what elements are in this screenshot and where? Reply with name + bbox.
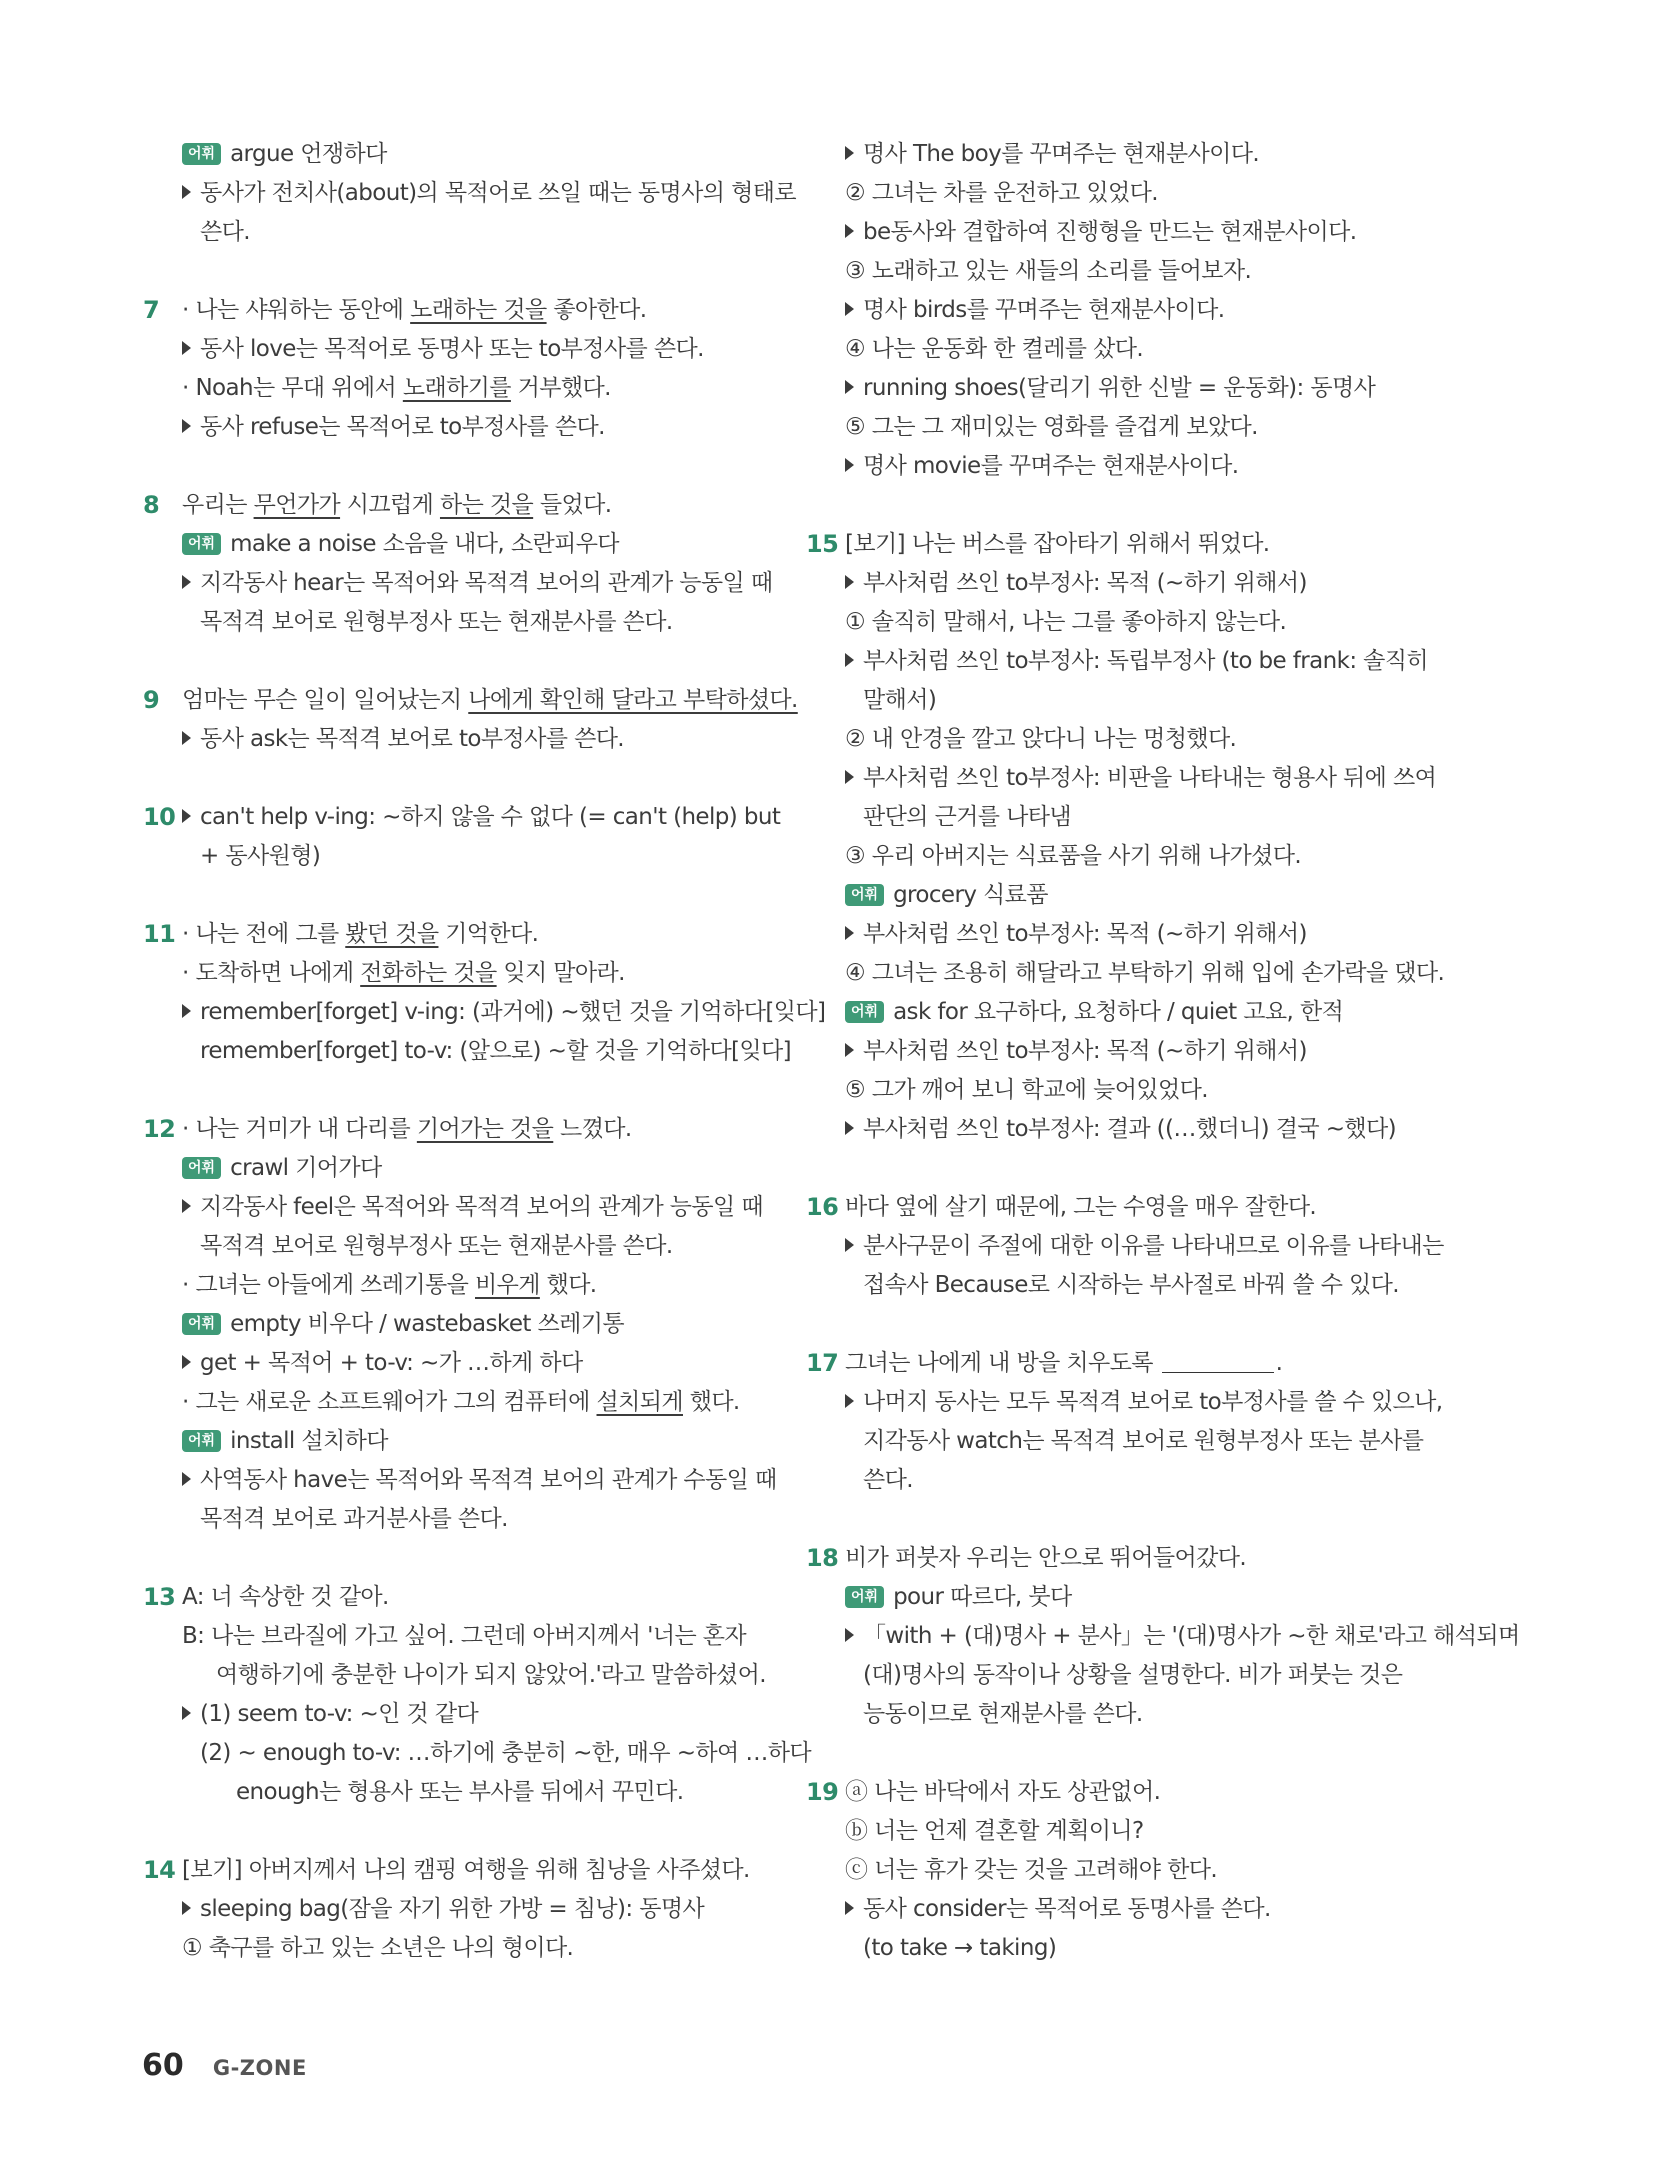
vocab-line: 어휘 ask for 요구하다, 요청하다 / quiet 고요, 한적 [843,993,1503,1032]
option-line: ③ 우리 아버지는 식료품을 사기 위해 나가셨다. [845,843,1302,869]
question-number: 19 [806,1778,839,1806]
explanation-line: 부사처럼 쓰인 to부정사: 결과 ((…했더니) 결국 ~했다) [843,1110,1503,1149]
triangle-bullet-icon [845,380,854,394]
question-number: 12 [143,1115,176,1143]
left-column [143,135,840,1968]
triangle-bullet-icon [182,731,191,745]
sentence-line: · Noah는 무대 위에서 노래하기를 거부했다. [182,375,611,401]
explanation-line: 목적격 보어로 과거분사를 쓴다. [200,1506,508,1532]
triangle-bullet-icon [845,1238,854,1252]
explanation-line: 부사처럼 쓰인 to부정사: 목적 (~하기 위해서) [843,915,1503,954]
right-column [806,135,1520,1968]
option-line: ③ 노래하고 있는 새들의 소리를 들어보자. [845,258,1252,284]
triangle-bullet-icon [845,1121,854,1135]
triangle-bullet-icon [182,1706,191,1720]
explanation-line: 목적격 보어로 원형부정사 또는 현재분사를 쓴다. [200,609,673,635]
explanation-line: 쓴다. [200,219,250,245]
explanation-line: 동사 consider는 목적어로 동명사를 쓴다. [843,1890,1503,1929]
option-line: ② 그녀는 차를 운전하고 있었다. [845,180,1158,206]
triangle-bullet-icon [182,1355,191,1369]
dialogue-line: B: 나는 브라질에 가고 싶어. 그런데 아버지께서 '너는 혼자 [182,1623,747,1649]
triangle-bullet-icon [182,809,191,823]
dialogue-line: 여행하기에 충분한 나이가 되지 않았어.'라고 말씀하셨어. [216,1662,766,1688]
triangle-bullet-icon [845,458,854,472]
question-number: 9 [143,686,160,714]
question-number: 16 [806,1193,839,1221]
answer-blank [1162,1344,1274,1373]
vocab-line: 어휘 grocery 식료품 [843,876,1503,915]
explanation-line: sleeping bag(잠을 자기 위한 가방 = 침낭): 동명사 [180,1890,840,1929]
question-8: 8 우리는 무언가가 시끄럽게 하는 것을 들었다. [180,486,840,525]
vocab-badge: 어휘 [182,143,221,165]
option-line: ⓒ 너는 휴가 갖는 것을 고려해야 한다. [845,1857,1218,1883]
sentence-line: · 그녀는 아들에게 쓰레기통을 비우게 했다. [182,1272,597,1298]
question-13: 13 A: 너 속상한 것 같아. [180,1578,840,1617]
book-name: G-ZONE [212,2056,307,2080]
vocab-line: 어휘 argue 언쟁하다 [180,135,840,174]
explanation-line: (1) seem to-v: ~인 것 같다 [180,1695,840,1734]
triangle-bullet-icon [845,770,854,784]
vocab-badge: 어휘 [845,1586,884,1608]
option-line: ④ 나는 운동화 한 켤레를 샀다. [845,336,1144,362]
explanation-line: 동사 refuse는 목적어로 to부정사를 쓴다. [180,408,840,447]
triangle-bullet-icon [845,302,854,316]
explanation-line: 부사처럼 쓰인 to부정사: 목적 (~하기 위해서) [843,564,1503,603]
explanation-line: 부사처럼 쓰인 to부정사: 독립부정사 (to be frank: 솔직히 [843,642,1503,681]
explanation-line: 동사가 전치사(about)의 목적어로 쓰일 때는 동명사의 형태로 [180,174,840,213]
question-10: 10 can't help v-ing: ~하지 않을 수 없다 (= can't (help) but [180,798,840,837]
triangle-bullet-icon [845,224,854,238]
explanation-line: (대)명사의 동작이나 상황을 설명한다. 비가 퍼붓는 것은 [863,1662,1403,1688]
vocab-line: 어휘 pour 따르다, 붓다 [843,1578,1503,1617]
question-number: 7 [143,296,160,324]
triangle-bullet-icon [182,1472,191,1486]
explanation-line: 사역동사 have는 목적어와 목적격 보어의 관계가 수동일 때 [180,1461,840,1500]
question-15: 15 [보기] 나는 버스를 잡아타기 위해서 뛰었다. [843,525,1503,564]
triangle-bullet-icon [182,185,191,199]
explanation-line: 접속사 Because로 시작하는 부사절로 바꿔 쓸 수 있다. [863,1272,1399,1298]
explanation-line: (to take → taking) [863,1935,1057,1961]
vocab-badge: 어휘 [182,1313,221,1335]
explanation-line: 나머지 동사는 모두 목적격 보어로 to부정사를 쓸 수 있으나, [843,1383,1503,1422]
vocab-badge: 어휘 [182,1430,221,1452]
vocab-line: 어휘 install 설치하다 [180,1422,840,1461]
option-line: ⑤ 그는 그 재미있는 영화를 즐겁게 보았다. [845,414,1258,440]
triangle-bullet-icon [182,1901,191,1915]
explanation-line: 부사처럼 쓰인 to부정사: 목적 (~하기 위해서) [843,1032,1503,1071]
question-number: 18 [806,1544,839,1572]
triangle-bullet-icon [182,1199,191,1213]
explanation-line: 능동이므로 현재분사를 쓴다. [863,1701,1143,1727]
question-11: 11 · 나는 전에 그를 봤던 것을 기억한다. [180,915,840,954]
question-7: 7 · 나는 샤워하는 동안에 노래하는 것을 좋아한다. [180,291,840,330]
page-footer [142,2048,307,2083]
triangle-bullet-icon [182,1004,191,1018]
explanation-line: (2) ~ enough to-v: …하기에 충분히 ~한, 매우 ~하여 …하다 [200,1740,811,1766]
triangle-bullet-icon [182,341,191,355]
explanation-line: 지각동사 hear는 목적어와 목적격 보어의 관계가 능동일 때 [180,564,840,603]
triangle-bullet-icon [182,419,191,433]
explanation-line: 쓴다. [863,1467,913,1493]
option-line: ⑤ 그가 깨어 보니 학교에 늦어있었다. [845,1077,1208,1103]
question-number: 14 [143,1856,176,1884]
question-number: 8 [143,491,160,519]
question-number: 10 [143,803,176,831]
page-number: 60 [142,2048,184,2083]
question-9: 9 엄마는 무슨 일이 일어났는지 나에게 확인해 달라고 부탁하셨다. [180,681,840,720]
explanation-line: 목적격 보어로 원형부정사 또는 현재분사를 쓴다. [200,1233,673,1259]
option-line: ② 내 안경을 깔고 앉다니 나는 멍청했다. [845,726,1237,752]
vocab-badge: 어휘 [845,884,884,906]
vocab-badge: 어휘 [182,1157,221,1179]
explanation-line: 명사 The boy를 꾸며주는 현재분사이다. [843,135,1503,174]
explanation-line: 지각동사 feel은 목적어와 목적격 보어의 관계가 능동일 때 [180,1188,840,1227]
option-line: ⓑ 너는 언제 결혼할 계획이니? [845,1818,1144,1844]
explanation-line: remember[forget] to-v: (앞으로) ~할 것을 기억하다[잊다] [200,1038,792,1064]
explanation-line: 지각동사 watch는 목적격 보어로 원형부정사 또는 분사를 [863,1428,1424,1454]
question-18: 18 비가 퍼붓자 우리는 안으로 뛰어들어갔다. [843,1539,1503,1578]
question-number: 13 [143,1583,176,1611]
triangle-bullet-icon [845,575,854,589]
option-line: ④ 그녀는 조용히 해달라고 부탁하기 위해 입에 손가락을 댔다. [845,960,1445,986]
explanation-line: 명사 birds를 꾸며주는 현재분사이다. [843,291,1503,330]
explanation-line: be동사와 결합하여 진행형을 만드는 현재분사이다. [843,213,1503,252]
triangle-bullet-icon [845,1628,854,1642]
question-14: 14 [보기] 아버지께서 나의 캠핑 여행을 위해 침낭을 사주셨다. [180,1851,840,1890]
question-17: 17 그녀는 나에게 내 방을 치우도록 . [843,1344,1503,1383]
question-19: 19 ⓐ 나는 바닥에서 자도 상관없어. [843,1773,1503,1812]
explanation-line: remember[forget] v-ing: (과거에) ~했던 것을 기억하다[잊다] [180,993,840,1032]
explanation-line: enough는 형용사 또는 부사를 뒤에서 꾸민다. [236,1779,684,1805]
sentence-line: · 그는 새로운 소프트웨어가 그의 컴퓨터에 설치되게 했다. [182,1389,740,1415]
explanation-line: + 동사원형) [200,843,321,869]
explanation-line: 말해서) [863,687,937,713]
explanation-line: running shoes(달리기 위한 신발 = 운동화): 동명사 [843,369,1503,408]
triangle-bullet-icon [845,146,854,160]
explanation-line: get + 목적어 + to-v: ~가 …하게 하다 [180,1344,840,1383]
sentence-line: · 도착하면 나에게 전화하는 것을 잊지 말아라. [182,960,625,986]
question-number: 17 [806,1349,839,1377]
vocab-badge: 어휘 [182,533,221,555]
vocab-line: 어휘 empty 비우다 / wastebasket 쓰레기통 [180,1305,840,1344]
triangle-bullet-icon [182,575,191,589]
option-line: ① 솔직히 말해서, 나는 그를 좋아하지 않는다. [845,609,1287,635]
explanation-line: 명사 movie를 꾸며주는 현재분사이다. [843,447,1503,486]
triangle-bullet-icon [845,926,854,940]
option-line: ① 축구를 하고 있는 소년은 나의 형이다. [182,1935,574,1961]
vocab-badge: 어휘 [845,1001,884,1023]
question-16: 16 바다 옆에 살기 때문에, 그는 수영을 매우 잘한다. [843,1188,1503,1227]
triangle-bullet-icon [845,653,854,667]
explanation-line: 동사 love는 목적어로 동명사 또는 to부정사를 쓴다. [180,330,840,369]
vocab-line: 어휘 crawl 기어가다 [180,1149,840,1188]
question-number: 11 [143,920,176,948]
explanation-line: 판단의 근거를 나타냄 [863,804,1071,830]
triangle-bullet-icon [845,1901,854,1915]
triangle-bullet-icon [845,1043,854,1057]
question-12: 12 · 나는 거미가 내 다리를 기어가는 것을 느꼈다. [180,1110,840,1149]
explanation-line: 분사구문이 주절에 대한 이유를 나타내므로 이유를 나타내는 [843,1227,1503,1266]
question-number: 15 [806,530,839,558]
explanation-line: 「with + (대)명사 + 분사」는 '(대)명사가 ~한 채로'라고 해석되며 [843,1617,1503,1656]
vocab-line: 어휘 make a noise 소음을 내다, 소란피우다 [180,525,840,564]
explanation-line: 부사처럼 쓰인 to부정사: 비판을 나타내는 형용사 뒤에 쓰여 [843,759,1503,798]
explanation-line: 동사 ask는 목적격 보어로 to부정사를 쓴다. [180,720,840,759]
triangle-bullet-icon [845,1394,854,1408]
